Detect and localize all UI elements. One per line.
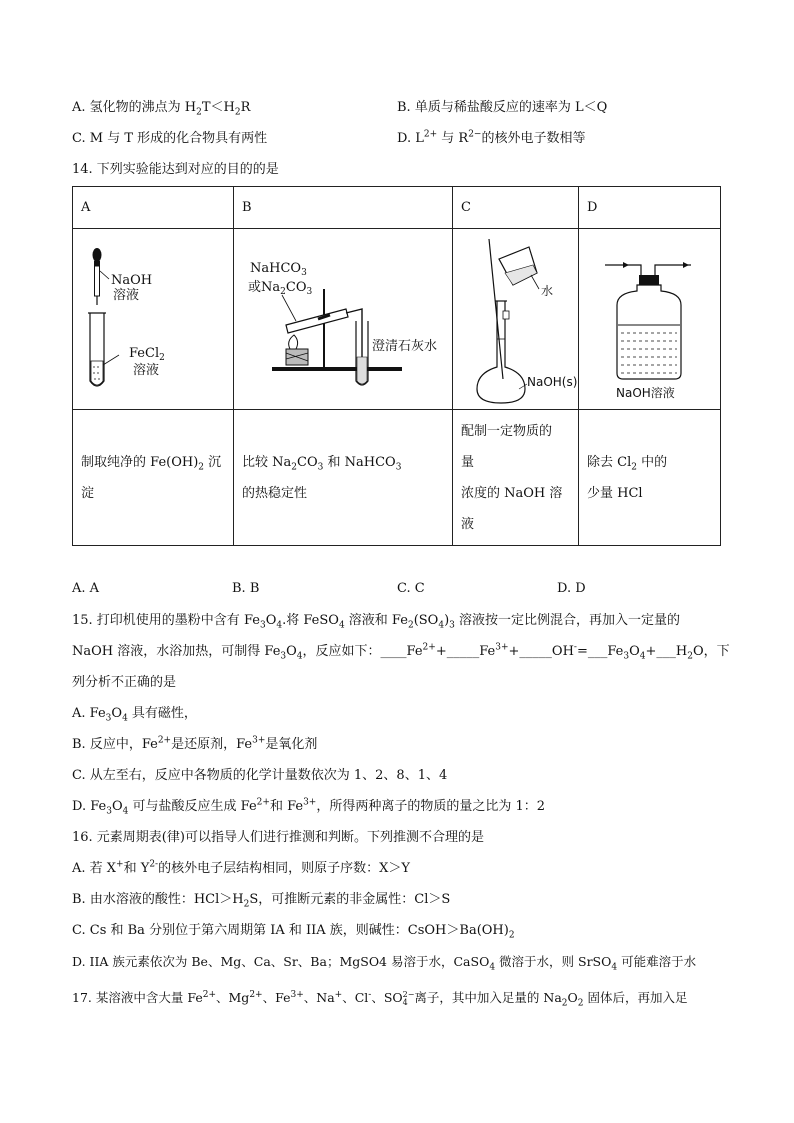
naoh-label: NaOH [111,273,153,288]
q13-option-d: D. $L^{2+}$ 与 $R^{2-}$的核外电子数相等 [397,129,586,146]
q16-stem: 16. 元素周期表(律)可以指导人们进行推测和判断。下列推测不合理的是 [72,830,484,845]
q13-option-a: A. 氢化物的沸点为 $H_2T<H_2R$ [72,100,251,118]
naoh-solution-label: 溶液 [113,288,140,303]
volumetric-flask-figure [453,229,578,405]
figure-a [73,229,234,410]
q14-stem: 14. 下列实验能达到对应的目的的是 [72,162,279,177]
q16-option-b: B. 由水溶液的酸性：$HCl>H_2S$，可推断元素的非金属性：Cl＞S [72,892,451,910]
q17-stem: 17. 某溶液中含大量 $Fe^{2+}$、$Mg^{2+}$、$Fe^{3+}$、Na+、Cl-、SO 2− 4 离子，其中加入足量的 $Na_2O_2$ 固体后，再加入足 [72,989,688,1009]
figure-d [579,229,721,410]
q14-answer-c: C. C [397,581,425,596]
figure-b [234,229,453,410]
header-d: D [579,187,721,229]
purpose-c: 配制一定物质的 量 浓度的 NaOH 溶 液 [453,410,579,546]
dropper-test-tube-figure [73,229,233,405]
q14-answer-a: A. A [72,581,100,596]
limewater-label: 澄清石灰水 [372,339,438,354]
q14-experiment-table [72,186,721,546]
q16-option-c: C. Cs 和 Ba 分别位于第六周期第 IA 和 IIA 族，则碱性：$CsOH>Ba(OH)_2$ [72,923,515,941]
water-label: 水 [541,284,554,298]
q13-option-c: C. M 与 T 形成的化合物具有两性 [72,131,268,146]
purpose-d: 除去 $Cl_2$ 中的 少量 HCl [579,410,721,546]
heating-apparatus-figure [234,229,452,405]
q15-stem-line1: 15. 打印机使用的墨粉中含有 $Fe_3O_4$.将 FeSO$_4$ 溶液和 $Fe_2(SO_4)_3$ 溶液按一定比例混合，再加入一定量的 [72,613,681,631]
q13-option-b: B. 单质与稀盐酸反应的速率为 L＜Q [397,100,608,115]
q16-option-a: A. 若 X+和 $Y^{2-}$的核外电子层结构相同，则原子序数：X＞Y [72,859,410,876]
q15-option-a: A. $Fe_3O_4$ 具有磁性， [72,706,197,724]
q14-answer-b: B. B [232,581,260,596]
q15-option-b: B. 反应中，$Fe^{2+}$是还原剂，$Fe^{3+}$是氧化剂 [72,735,318,752]
q14-answer-d: D. D [557,581,586,596]
figure-c [453,229,579,410]
header-b: B [234,187,453,229]
fecl2-solution-label: 溶液 [133,363,160,378]
purpose-b: 比较 $Na_2CO_3$ 和 NaHCO$_3$ 的热稳定性 [234,410,453,546]
q15-option-c: C. 从左至右，反应中各物质的化学计量数依次为 1、2、8、1、4 [72,768,448,783]
q15-option-d: D. $Fe_3O_4$ 可与盐酸反应生成 $Fe^{2+}$和 $Fe^{3+}$，所得两种离子的物质的量之比为 1：2 [72,797,546,817]
nahco3-label: NaHCO$_3$ [250,261,307,278]
naoh-solution-label-d: NaOH溶液 [616,386,675,400]
purpose-a: 制取纯净的 $Fe(OH)_2$ 沉 淀 [73,410,234,546]
na2co3-label: 或$Na_2CO_3$ [248,280,313,297]
fecl2-label: FeCl$_2$ [129,346,165,363]
header-a: A [73,187,234,229]
header-c: C [453,187,579,229]
q16-option-d: D. IIA 族元素依次为 Be、Mg、Ca、Sr、Ba；MgSO4 易溶于水，CaSO$_4$ 微溶于水，则 SrSO$_4$ 可能难溶于水 [72,954,697,973]
q15-stem-line2: NaOH 溶液，水浴加热，可制得 $Fe_3O_4$，反应如下：$\_\_\_\_Fe^{2+}+\_\_\_\_\_Fe^{3+}+\_\_\_\_\_OH^-=\_\_\_Fe_3O_4+\_\_\_H_2O$，下 [72,642,730,662]
naoh-solid-label: NaOH(s) [527,375,578,389]
q15-stem-line3: 列分析不正确的是 [72,675,177,690]
gas-washing-bottle-figure [579,229,720,405]
